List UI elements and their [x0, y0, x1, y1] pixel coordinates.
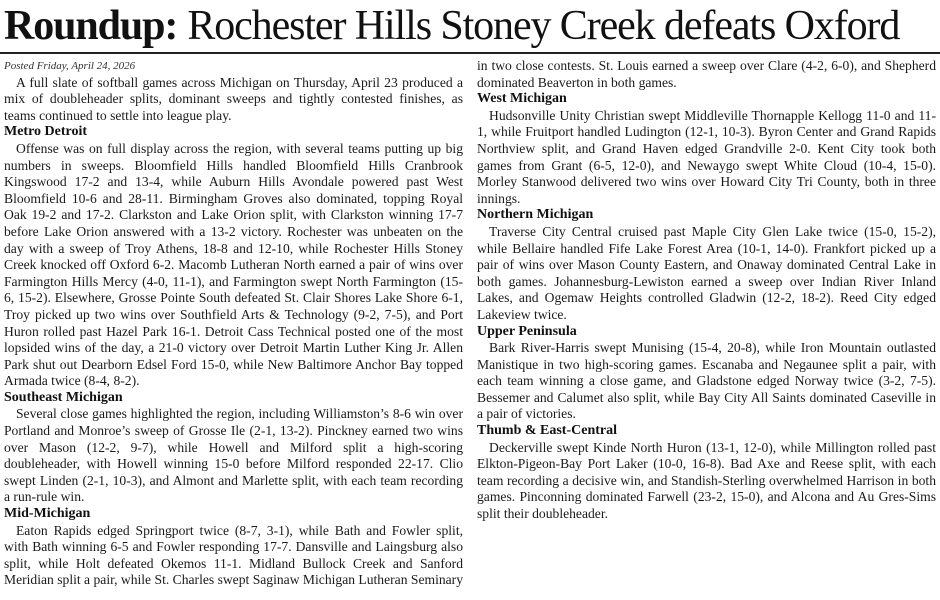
- section-heading-thumb-east-central: Thumb & East-Central: [477, 423, 618, 439]
- headline-title: Rochester Hills Stoney Creek defeats Oxford: [187, 3, 900, 49]
- section-body-upper-peninsula: Bark River-Harris swept Munising (15-4, 20-8), while Iron Mountain outlasted Manistique in two high-scoring games. Escanaba and Negaunee split a pair, with each team winning a close game, and Gladstone edged Norway twice (3-2, 7-5). Bessemer and Calumet also split, while Bay City All Saints dominated Caseville in a pair of victories.: [477, 340, 936, 422]
- section-heading-southeast-michigan: Southeast Michigan: [4, 389, 123, 405]
- section-heading-northern-michigan: Northern Michigan: [477, 207, 594, 223]
- section-body-west-michigan: Hudsonville Unity Christian swept Middleville Thornapple Kellogg 11-0 and 11-1, while Fruitport handled Ludington (12-1, 10-3). Byron Center and Grand Rapids Northview split, and Grand Haven edged Grandville 2-0. Kent City took both games from Grant (6-5, 12-0), and Newaygo swept White Cloud (10-4, 15-0). Morley Stanwood delivered two wins over Howard City Tri County, both in three innings.: [477, 107, 936, 206]
- section-body-thumb-east-central: Deckerville swept Kinde North Huron (13-1, 12-0), while Millington rolled past Elkton-Pigeon-Bay Port Laker (10-0, 16-8). Bad Axe and Reese split, with each team recording a decisive win, and Standish-Sterling overwhelmed Harrison in both games. Pinconning dominated Farwell (23-2, 15-0), and Alcona and Au Gres-Sims split their doubleheader.: [477, 439, 936, 522]
- section-heading-mid-michigan: Mid-Michigan: [4, 506, 91, 522]
- section-heading-metro-detroit: Metro Detroit: [4, 124, 88, 140]
- section-body-mid-michigan: Eaton Rapids edged Springport twice (8-7, 3-1), while Bath and Fowler split, with Bath winning 6-5 and Fowler responding 17-7. Dansville and Laingsburg also split, while Holt defeated Okemos 11-1. Midland Bullock Creek and Sanford Meridian split a pair, while St. Charles swept Saginaw Michigan Lutheran Seminary in two close contests. St. Louis earned a sweep over Clare (4-2, 6-0), and Shepherd dominated Beaverton in both games.: [4, 58, 936, 588]
- section-heading-west-michigan: West Michigan: [477, 91, 567, 107]
- section-heading-upper-peninsula: Upper Peninsula: [477, 323, 577, 339]
- section-body-southeast-michigan: Several close games highlighted the region, including Williamston’s 8-6 win over Portland and Monroe’s sweep of Grosse Ile (2-1, 13-2). Pinckney earned two wins over Mason (12-2, 9-7), while Howell and Milford split a high-scoring doubleheader, with Howell winning 15-0 before Milford responded 22-17. Clio swept Linden (2-1, 10-3), and Almont and Marlette split, with each team recording a run-rule win.: [4, 406, 463, 505]
- dateline: Posted Friday, April 24, 2026: [4, 60, 136, 72]
- section-body-northern-michigan: Traverse City Central cruised past Maple City Glen Lake twice (15-0, 15-2), while Bellaire handled Fife Lake Forest Area (10-1, 14-0). Frankfort picked up a pair of wins over Mason County Eastern, and Onaway dominated Central Lake in both games. Johannesburg-Lewiston earned a sweep over Indian River Inland Lakes, and Ogemaw Heights controlled Gladwin (12-2, 18-2). Reed City edged Lakeview twice.: [477, 223, 936, 322]
- lead-paragraph: A full slate of softball games across Michigan on Thursday, April 23 produced a mix of doubleheader splits, dominant sweeps and tightly contested finishes, as teams continued to settle into league play.: [4, 74, 463, 123]
- section-body-metro-detroit: Offense was on full display across the region, with several teams putting up big numbers in sweeps. Bloomfield Hills handled Bloomfield Hills Cranbrook Kingswood 17-2 and 13-4, while Auburn Hills Avondale powered past West Bloomfield 10-6 and 28-11. Birmingham Groves also dominated, topping Royal Oak 19-2 and 17-2. Clarkston and Lake Orion split, with Clarkston winning 17-7 before Lake Orion answered with a 13-2 victory. Rochester was unbeaten on the day with a sweep of Troy Athens, 18-8 and 12-10, while Rochester Hills Stoney Creek knocked off Oxford 6-2. Macomb Lutheran North earned a pair of wins over Farmington Hills Mercy (4-0, 11-1), and Farmington swept North Farmington (15-6, 15-2). Elsewhere, Grosse Pointe South defeated St. Clair Shores Lake Shore 6-1, Troy picked up two wins over Southfield Arts & Technology (9-2, 7-5), and Port Huron rolled past Hazel Park 16-1. Detroit Cass Technical posted one of the most lopsided wins of the day, a 21-0 victory over Detroit Martin Luther King Jr. Allen Park shut out Dearborn Edsel Ford 15-0, while New Baltimore Anchor Bay topped Armada twice (8-4, 8-2).: [4, 140, 463, 389]
- headline-rule: [0, 52, 940, 54]
- headline: [4, 2, 940, 52]
- headline-label: Roundup:: [4, 3, 178, 49]
- article-body: [4, 58, 936, 598]
